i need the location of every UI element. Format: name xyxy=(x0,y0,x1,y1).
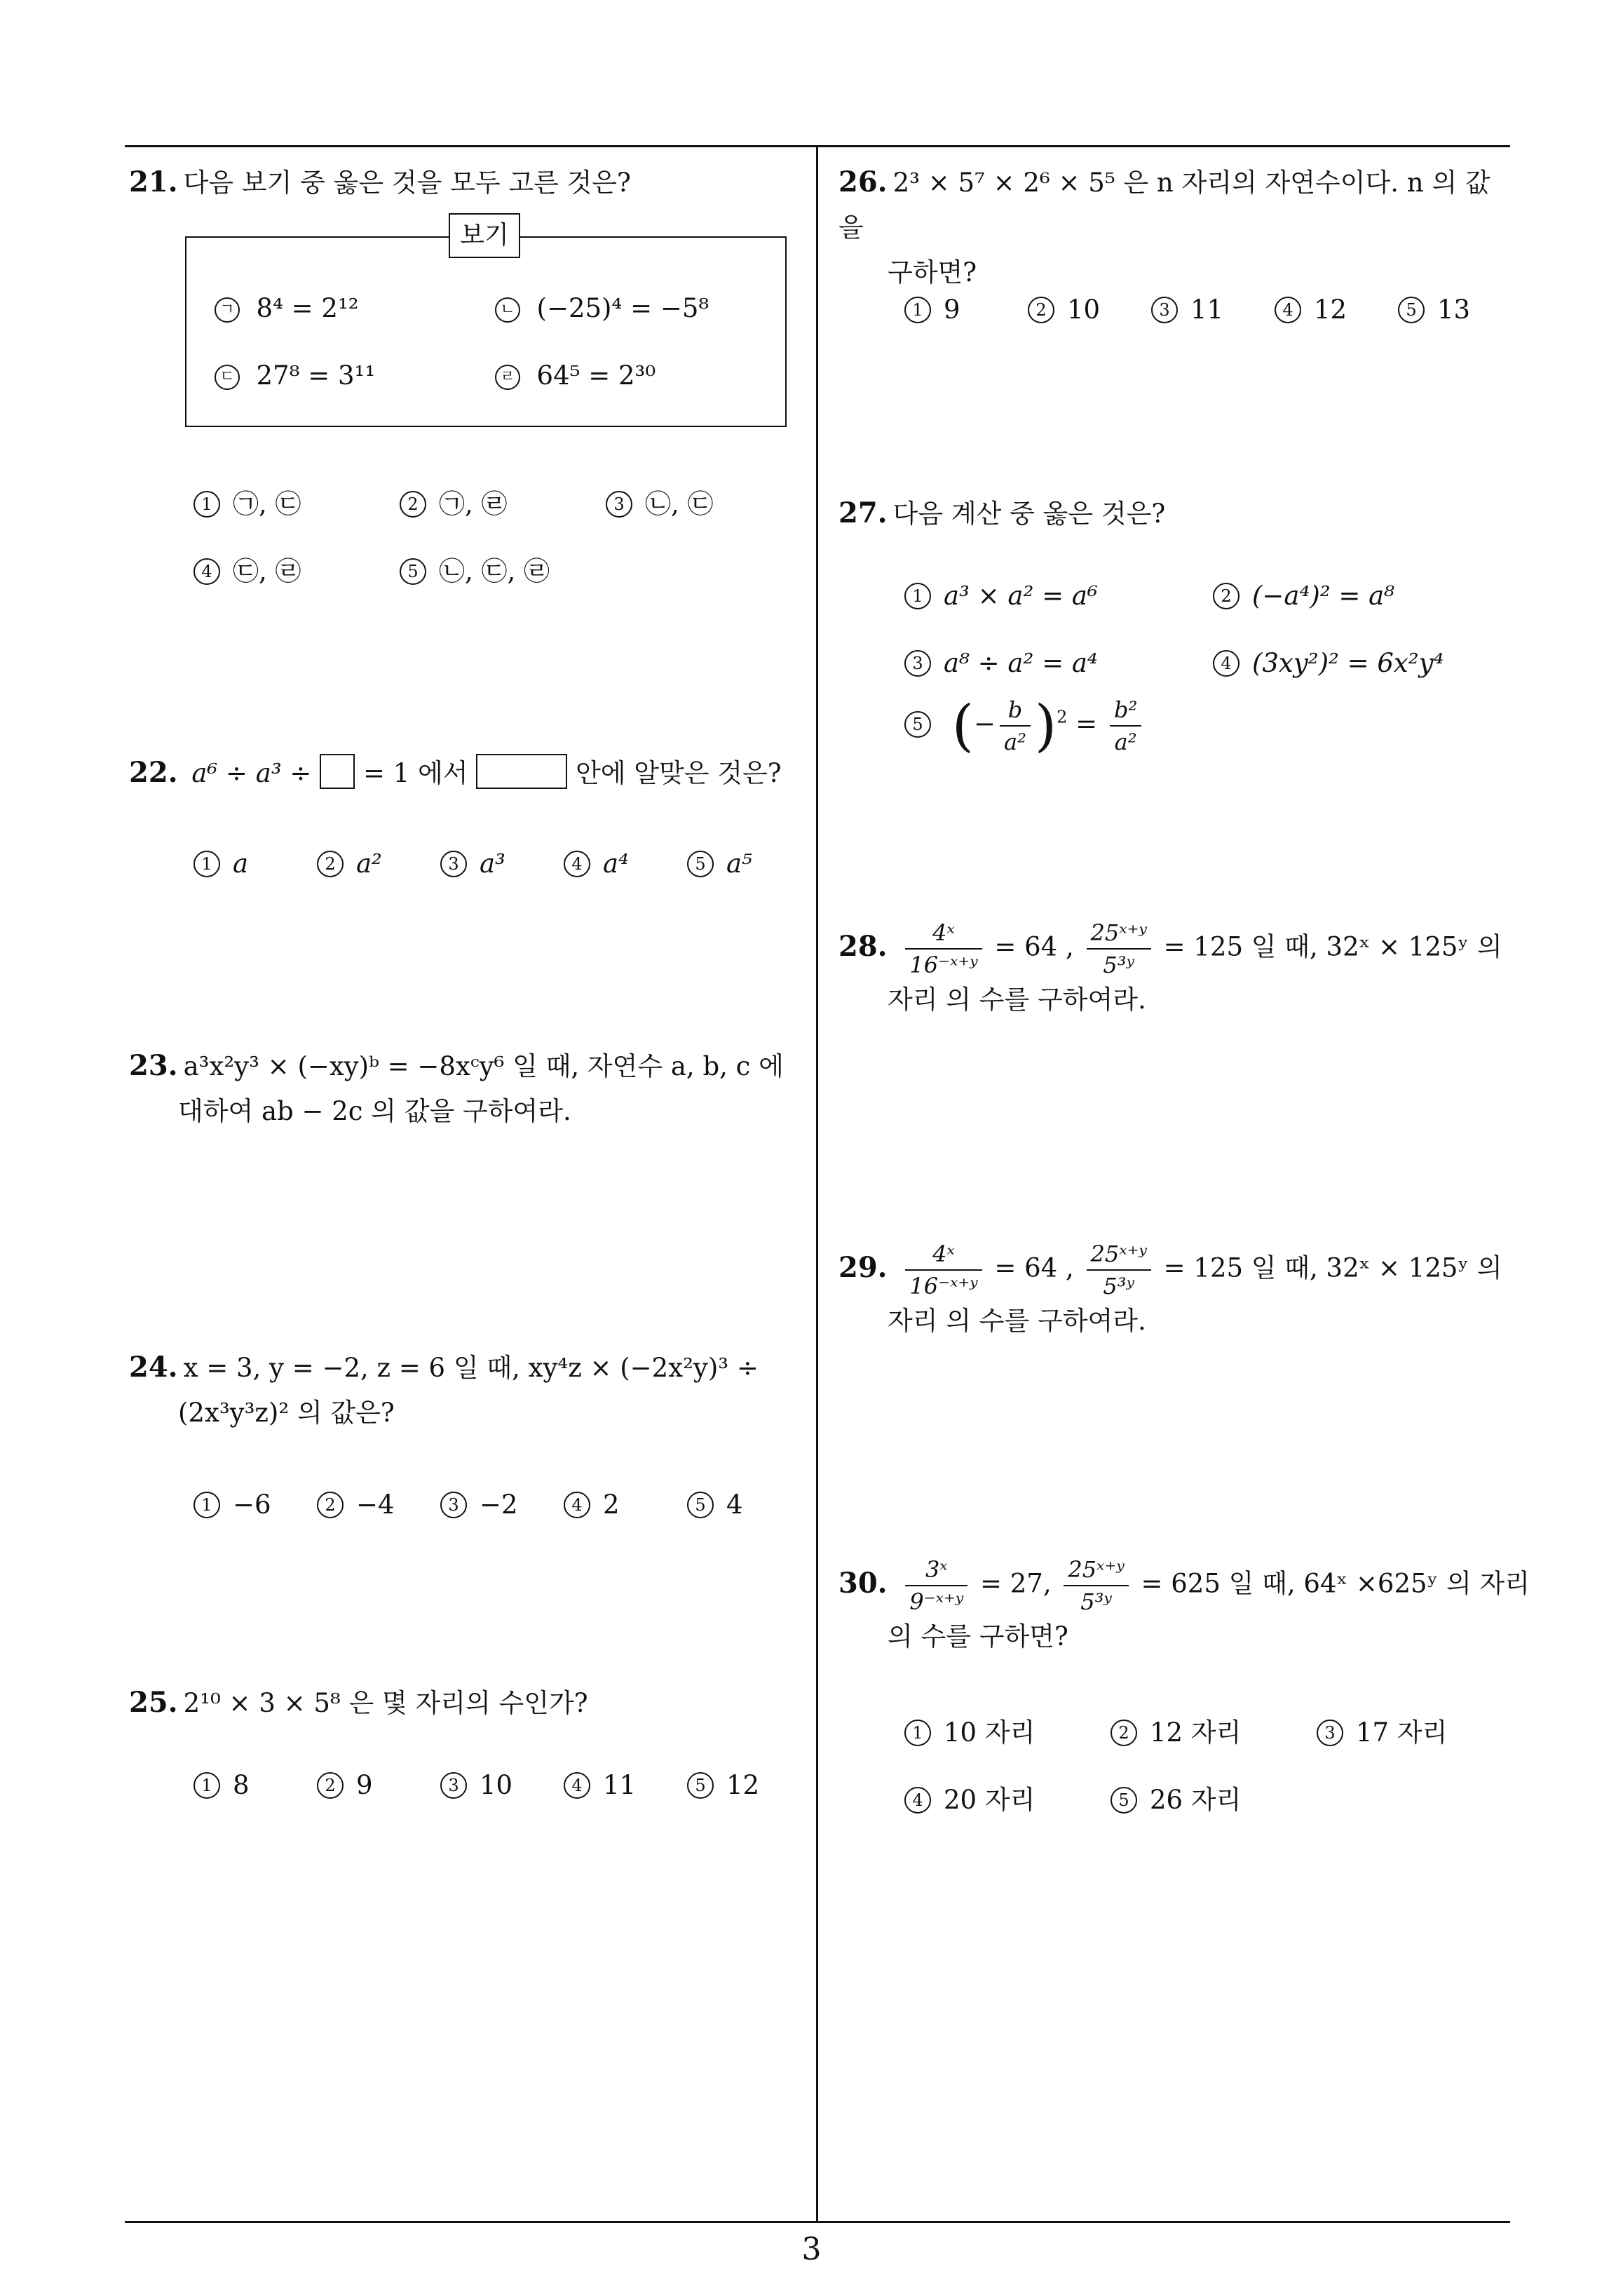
choice-option[interactable]: 5 a⁵ xyxy=(687,849,752,879)
choice-option[interactable]: 1 a³ × a² = a⁶ xyxy=(904,581,1098,611)
choice-mark: 4 xyxy=(564,1492,590,1518)
bogi-item xyxy=(215,360,375,391)
choice-mark: 5 xyxy=(1111,1787,1137,1814)
choice-mark: 1 xyxy=(193,1492,220,1518)
choice-option[interactable]: 1 8 xyxy=(193,1770,250,1800)
question-text-line1: a³x²y³ × (−xy)ᵇ = −8xᶜy⁶ 일 때, 자연수 a, b, c 에 xyxy=(183,1051,784,1081)
choice-mark: 2 xyxy=(1213,583,1240,609)
choice-option[interactable]: 5 4 xyxy=(687,1490,743,1520)
choice-mark: 2 xyxy=(1111,1720,1137,1746)
answer-blank-small xyxy=(320,754,355,789)
fraction: $\frac{\text{25ˣ⁺ʸ}}{\text{5³ʸ}}$ xyxy=(1087,917,1151,980)
question-23 xyxy=(129,1044,802,1134)
fraction: $\frac{\text{3ˣ}}{\text{9⁻ˣ⁺ʸ}}$ xyxy=(905,1554,967,1617)
choice-option[interactable]: 4 (3xy²)² = 6x²y⁴ xyxy=(1213,648,1444,678)
choice-option[interactable]: 4 2 xyxy=(564,1490,620,1520)
choice-mark: 4 xyxy=(904,1787,931,1814)
question-number: 24. xyxy=(129,1351,178,1384)
question-text: 다음 보기 중 옳은 것을 모두 고른 것은? xyxy=(183,168,631,198)
question-text-line2: 자리 의 수를 구하여라. xyxy=(888,1306,1146,1336)
question-25 xyxy=(129,1680,588,1726)
choice-mark: 1 xyxy=(904,583,931,609)
choice-option[interactable]: 4 a⁴ xyxy=(564,849,629,879)
korean-circle-mark: ㄴ xyxy=(495,297,520,323)
choice-option[interactable]: 2 (−a⁴)² = a⁸ xyxy=(1213,581,1394,611)
bogi-label: 보기 xyxy=(449,213,520,258)
question-text: 다음 계산 중 옳은 것은? xyxy=(892,499,1166,529)
question-number: 21. xyxy=(129,166,178,198)
question-number: 23. xyxy=(129,1049,178,1082)
bottom-rule xyxy=(125,2221,1510,2223)
choice-option[interactable]: 3 10 xyxy=(440,1770,512,1800)
question-text-line2: 의 수를 구하면? xyxy=(888,1621,1068,1652)
question-expression: a⁶ ÷ a³ ÷ xyxy=(191,758,312,788)
bogi-expression: (−25)⁴ = −5⁸ xyxy=(536,293,709,323)
korean-circle-mark: ㄱ xyxy=(215,297,240,323)
choice-option[interactable]: 2 9 xyxy=(317,1770,373,1800)
question-text-line2: (2x³y³z)² 의 값은? xyxy=(178,1398,395,1428)
bogi-expression: 8⁴ = 2¹² xyxy=(256,293,359,323)
question-expression: = 1 에서 xyxy=(362,758,468,788)
question-27 xyxy=(838,491,1165,536)
answer-blank-large xyxy=(476,754,567,789)
choice-mark: 1 xyxy=(193,851,220,877)
choice-mark: 1 xyxy=(193,1772,220,1799)
choice-mark: 1 xyxy=(904,297,931,323)
choice-option[interactable]: 3 11 xyxy=(1151,295,1223,325)
bogi-item xyxy=(215,293,359,323)
choice-mark: 5 xyxy=(1398,297,1425,323)
choice-option[interactable]: 4 20 자리 xyxy=(904,1778,1035,1816)
choice-mark: 2 xyxy=(317,851,344,877)
choice-option[interactable]: 4 ㉢, ㉣ xyxy=(193,550,301,588)
choice-option[interactable]: 3 a³ xyxy=(440,849,505,879)
choice-option[interactable]: 1 ㉠, ㉢ xyxy=(193,482,301,520)
question-number: 28. xyxy=(838,929,888,963)
question-text: 안에 알맞은 것은? xyxy=(576,758,782,788)
choice-mark: 3 xyxy=(440,851,467,877)
choice-option[interactable]: 4 11 xyxy=(564,1770,636,1800)
question-text-line1: 2³ × 5⁷ × 2⁶ × 5⁵ 은 n 자리의 자연수이다. n 의 값을 xyxy=(838,168,1490,243)
choice-mark: 2 xyxy=(317,1492,344,1518)
fraction: $\frac{\text{25ˣ⁺ʸ}}{\text{5³ʸ}}$ xyxy=(1064,1554,1128,1617)
choice-mark: 3 xyxy=(440,1492,467,1518)
fraction: $\frac{\text{25ˣ⁺ʸ}}{\text{5³ʸ}}$ xyxy=(1087,1238,1151,1302)
choice-option[interactable]: 1 9 xyxy=(904,295,960,325)
question-number: 30. xyxy=(838,1566,888,1600)
choice-option[interactable]: 1 −6 xyxy=(193,1490,271,1520)
choice-mark: 4 xyxy=(564,1772,590,1799)
close-paren: ) xyxy=(1034,693,1057,758)
bogi-box xyxy=(185,236,787,427)
open-paren: ( xyxy=(951,693,974,758)
question-26 xyxy=(838,160,1512,295)
choice-option[interactable]: 2 −4 xyxy=(317,1490,395,1520)
choice-mark: 2 xyxy=(317,1772,344,1799)
question-29: 29. $\frac{\text{4ˣ}}{\text{16⁻ˣ⁺ʸ}}$ = 64 , $\frac{\text{25ˣ⁺ʸ}}{\text{5³ʸ}}$ = 125 일 때, 32ˣ × 125ʸ 의 자리 의 수를 구하여라. xyxy=(838,1238,1512,1341)
choice-mark: 5 xyxy=(687,1772,714,1799)
choice-mark: 4 xyxy=(1213,650,1240,677)
question-number: 22. xyxy=(129,756,178,789)
choice-mark: 3 xyxy=(1317,1720,1343,1746)
question-text-line1: x = 3, y = −2, z = 6 일 때, xy⁴z × (−2x²y)³ ÷ xyxy=(183,1353,759,1383)
question-number: 29. xyxy=(838,1250,888,1284)
bogi-expression: 64⁵ = 2³⁰ xyxy=(536,360,656,391)
question-text-line2: 자리 의 수를 구하여라. xyxy=(888,985,1146,1015)
page-number: 3 xyxy=(801,2231,822,2267)
fraction: $\frac{\text{b²}}{\text{a²}}$ xyxy=(1110,694,1141,757)
choice-mark: 4 xyxy=(564,851,590,877)
question-text-line2: 대하여 ab − 2c 의 값을 구하여라. xyxy=(178,1096,571,1126)
question-21 xyxy=(129,160,631,205)
fraction: $\frac{\text{4ˣ}}{\text{16⁻ˣ⁺ʸ}}$ xyxy=(905,1238,982,1302)
choice-mark: 4 xyxy=(193,558,220,585)
choice-option[interactable]: 2 ㉠, ㉣ xyxy=(400,482,508,520)
choice-mark: 5 xyxy=(400,558,426,585)
question-30: 30. $\frac{\text{3ˣ}}{\text{9⁻ˣ⁺ʸ}}$ = 27, $\frac{\text{25ˣ⁺ʸ}}{\text{5³ʸ}}$ = 625 일 때, 64ˣ ×625ʸ 의 자리 의 수를 구하면? xyxy=(838,1554,1512,1656)
choice-option[interactable]: 2 a² xyxy=(317,849,382,879)
choice-option[interactable]: 3 a⁸ ÷ a² = a⁴ xyxy=(904,648,1098,678)
choice-mark: 1 xyxy=(904,1720,931,1746)
choice-option[interactable]: 3 ㉡, ㉢ xyxy=(606,482,714,520)
question-22 xyxy=(129,750,782,796)
choice-option[interactable]: 5 13 xyxy=(1398,295,1470,325)
choice-option[interactable]: 5 12 xyxy=(687,1770,759,1800)
choice-option[interactable]: 5 (− $\frac{b}{\text{a²}}$ )$^2$ = $\frac{\text{b²}}{\text{a²}}$ xyxy=(904,694,1146,757)
choice-option[interactable]: 5 ㉡, ㉢, ㉣ xyxy=(400,550,550,588)
bogi-item xyxy=(495,293,709,323)
question-24 xyxy=(129,1345,802,1436)
fraction: $\frac{\text{4ˣ}}{\text{16⁻ˣ⁺ʸ}}$ xyxy=(905,917,982,980)
question-28: 28. $\frac{\text{4ˣ}}{\text{16⁻ˣ⁺ʸ}}$ = 64 , $\frac{\text{25ˣ⁺ʸ}}{\text{5³ʸ}}$ = 125 일 때, 32ˣ × 125ʸ 의 자리 의 수를 구하여라. xyxy=(838,917,1512,1020)
choice-option[interactable]: 3 −2 xyxy=(440,1490,518,1520)
choice-option[interactable]: 1 a xyxy=(193,849,248,879)
choice-mark: 3 xyxy=(904,650,931,677)
choice-mark: 3 xyxy=(606,491,632,518)
question-number: 27. xyxy=(838,497,888,529)
question-text-line2: 구하면? xyxy=(888,257,977,288)
bogi-expression: 27⁸ = 3¹¹ xyxy=(256,360,376,391)
bogi-item xyxy=(495,360,656,391)
fraction: $\frac{b}{\text{a²}}$ xyxy=(1000,694,1031,757)
question-text: 2¹⁰ × 3 × 5⁸ 은 몇 자리의 수인가? xyxy=(183,1688,588,1718)
question-number: 25. xyxy=(129,1686,178,1719)
choice-option[interactable]: 2 10 xyxy=(1028,295,1100,325)
korean-circle-mark: ㄹ xyxy=(495,365,520,390)
choice-mark: 4 xyxy=(1275,297,1301,323)
choice-mark: 5 xyxy=(687,1492,714,1518)
choice-option[interactable]: 4 12 xyxy=(1275,295,1347,325)
question-number: 26. xyxy=(838,166,888,198)
choice-option[interactable]: 3 17 자리 xyxy=(1317,1711,1447,1749)
choice-mark: 3 xyxy=(1151,297,1178,323)
choice-mark: 2 xyxy=(400,491,426,518)
choice-option[interactable]: 1 10 자리 xyxy=(904,1711,1035,1749)
choice-mark: 5 xyxy=(904,711,931,738)
choice-mark: 2 xyxy=(1028,297,1054,323)
korean-circle-mark: ㄷ xyxy=(215,365,240,390)
choice-option[interactable]: 5 26 자리 xyxy=(1111,1778,1241,1816)
choice-mark: 1 xyxy=(193,491,220,518)
column-divider xyxy=(816,145,818,2222)
choice-option[interactable]: 2 12 자리 xyxy=(1111,1711,1241,1749)
choice-mark: 3 xyxy=(440,1772,467,1799)
choice-mark: 5 xyxy=(687,851,714,877)
